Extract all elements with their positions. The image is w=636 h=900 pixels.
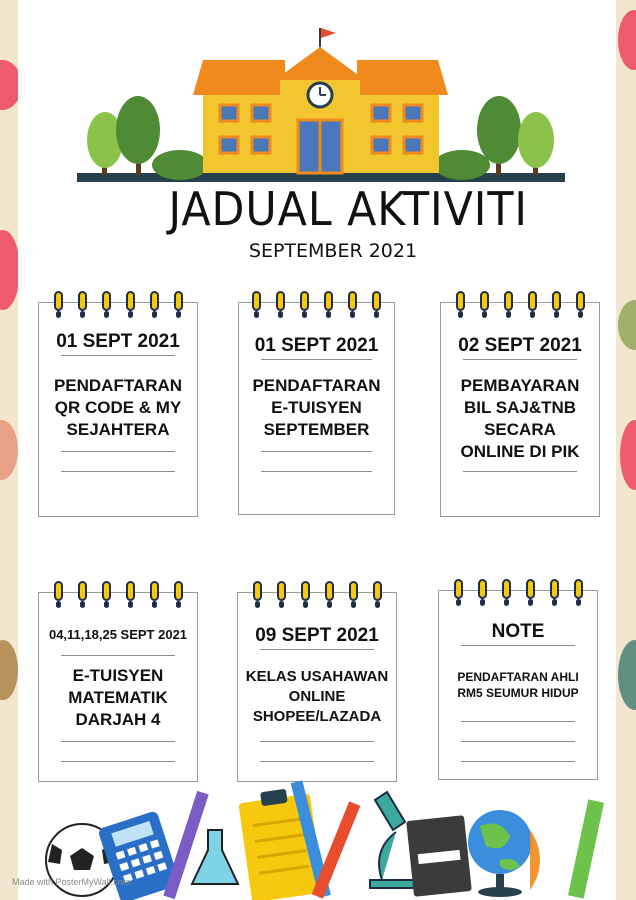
activity-card (238, 302, 395, 515)
notebook-rings (39, 291, 197, 321)
card-activity: PEMBAYARAN BIL SAJ&TNB SECARA ONLINE DI PIK (460, 376, 580, 461)
bush-icon (152, 150, 208, 180)
tree-icon (116, 96, 160, 164)
page-subtitle: SEPTEMBER 2021 (248, 240, 418, 262)
activity-card (440, 302, 600, 517)
flag-icon (321, 28, 336, 38)
note-content: PENDAFTARAN AHLI RM5 SEUMUR HIDUP (457, 670, 579, 700)
card-activity: PENDAFTARAN E-TUISYEN SEPTEMBER (252, 376, 381, 439)
protractor-icon (530, 830, 540, 890)
notebook-rings (441, 291, 599, 321)
bush-icon (434, 150, 490, 180)
card-activity: KELAS USAHAWAN ONLINE SHOPEE/LAZADA (245, 668, 389, 725)
notebook-rings (239, 291, 394, 321)
card-activity: PENDAFTARAN QR CODE & MY SEJAHTERA (53, 376, 183, 439)
notebook-rings (238, 581, 396, 611)
note-card (438, 590, 598, 780)
card-date: 02 SEPT 2021 (458, 335, 582, 356)
notebook-rings (39, 581, 197, 611)
card-date: 01 SEPT 2021 (56, 331, 180, 352)
credit-text: Made with PosterMyWall.com (12, 877, 131, 887)
ruler-icon (568, 799, 604, 898)
notebook-rings (439, 579, 597, 609)
card-date: 01 SEPT 2021 (254, 335, 379, 356)
page-title: JADUAL AKTIVITI (168, 182, 528, 236)
school-illustration (70, 25, 570, 185)
activity-card (38, 302, 198, 517)
card-activity: E-TUISYEN MATEMATIK DARJAH 4 (68, 666, 168, 729)
tree-icon (477, 96, 521, 164)
tree-icon (518, 112, 554, 168)
card-date: 04,11,18,25 SEPT 2021 (48, 627, 188, 642)
flask-icon (192, 830, 238, 884)
note-heading: NOTE (491, 621, 545, 642)
activity-card (237, 592, 397, 782)
activity-card (38, 592, 198, 782)
card-date: 09 SEPT 2021 (255, 625, 379, 646)
